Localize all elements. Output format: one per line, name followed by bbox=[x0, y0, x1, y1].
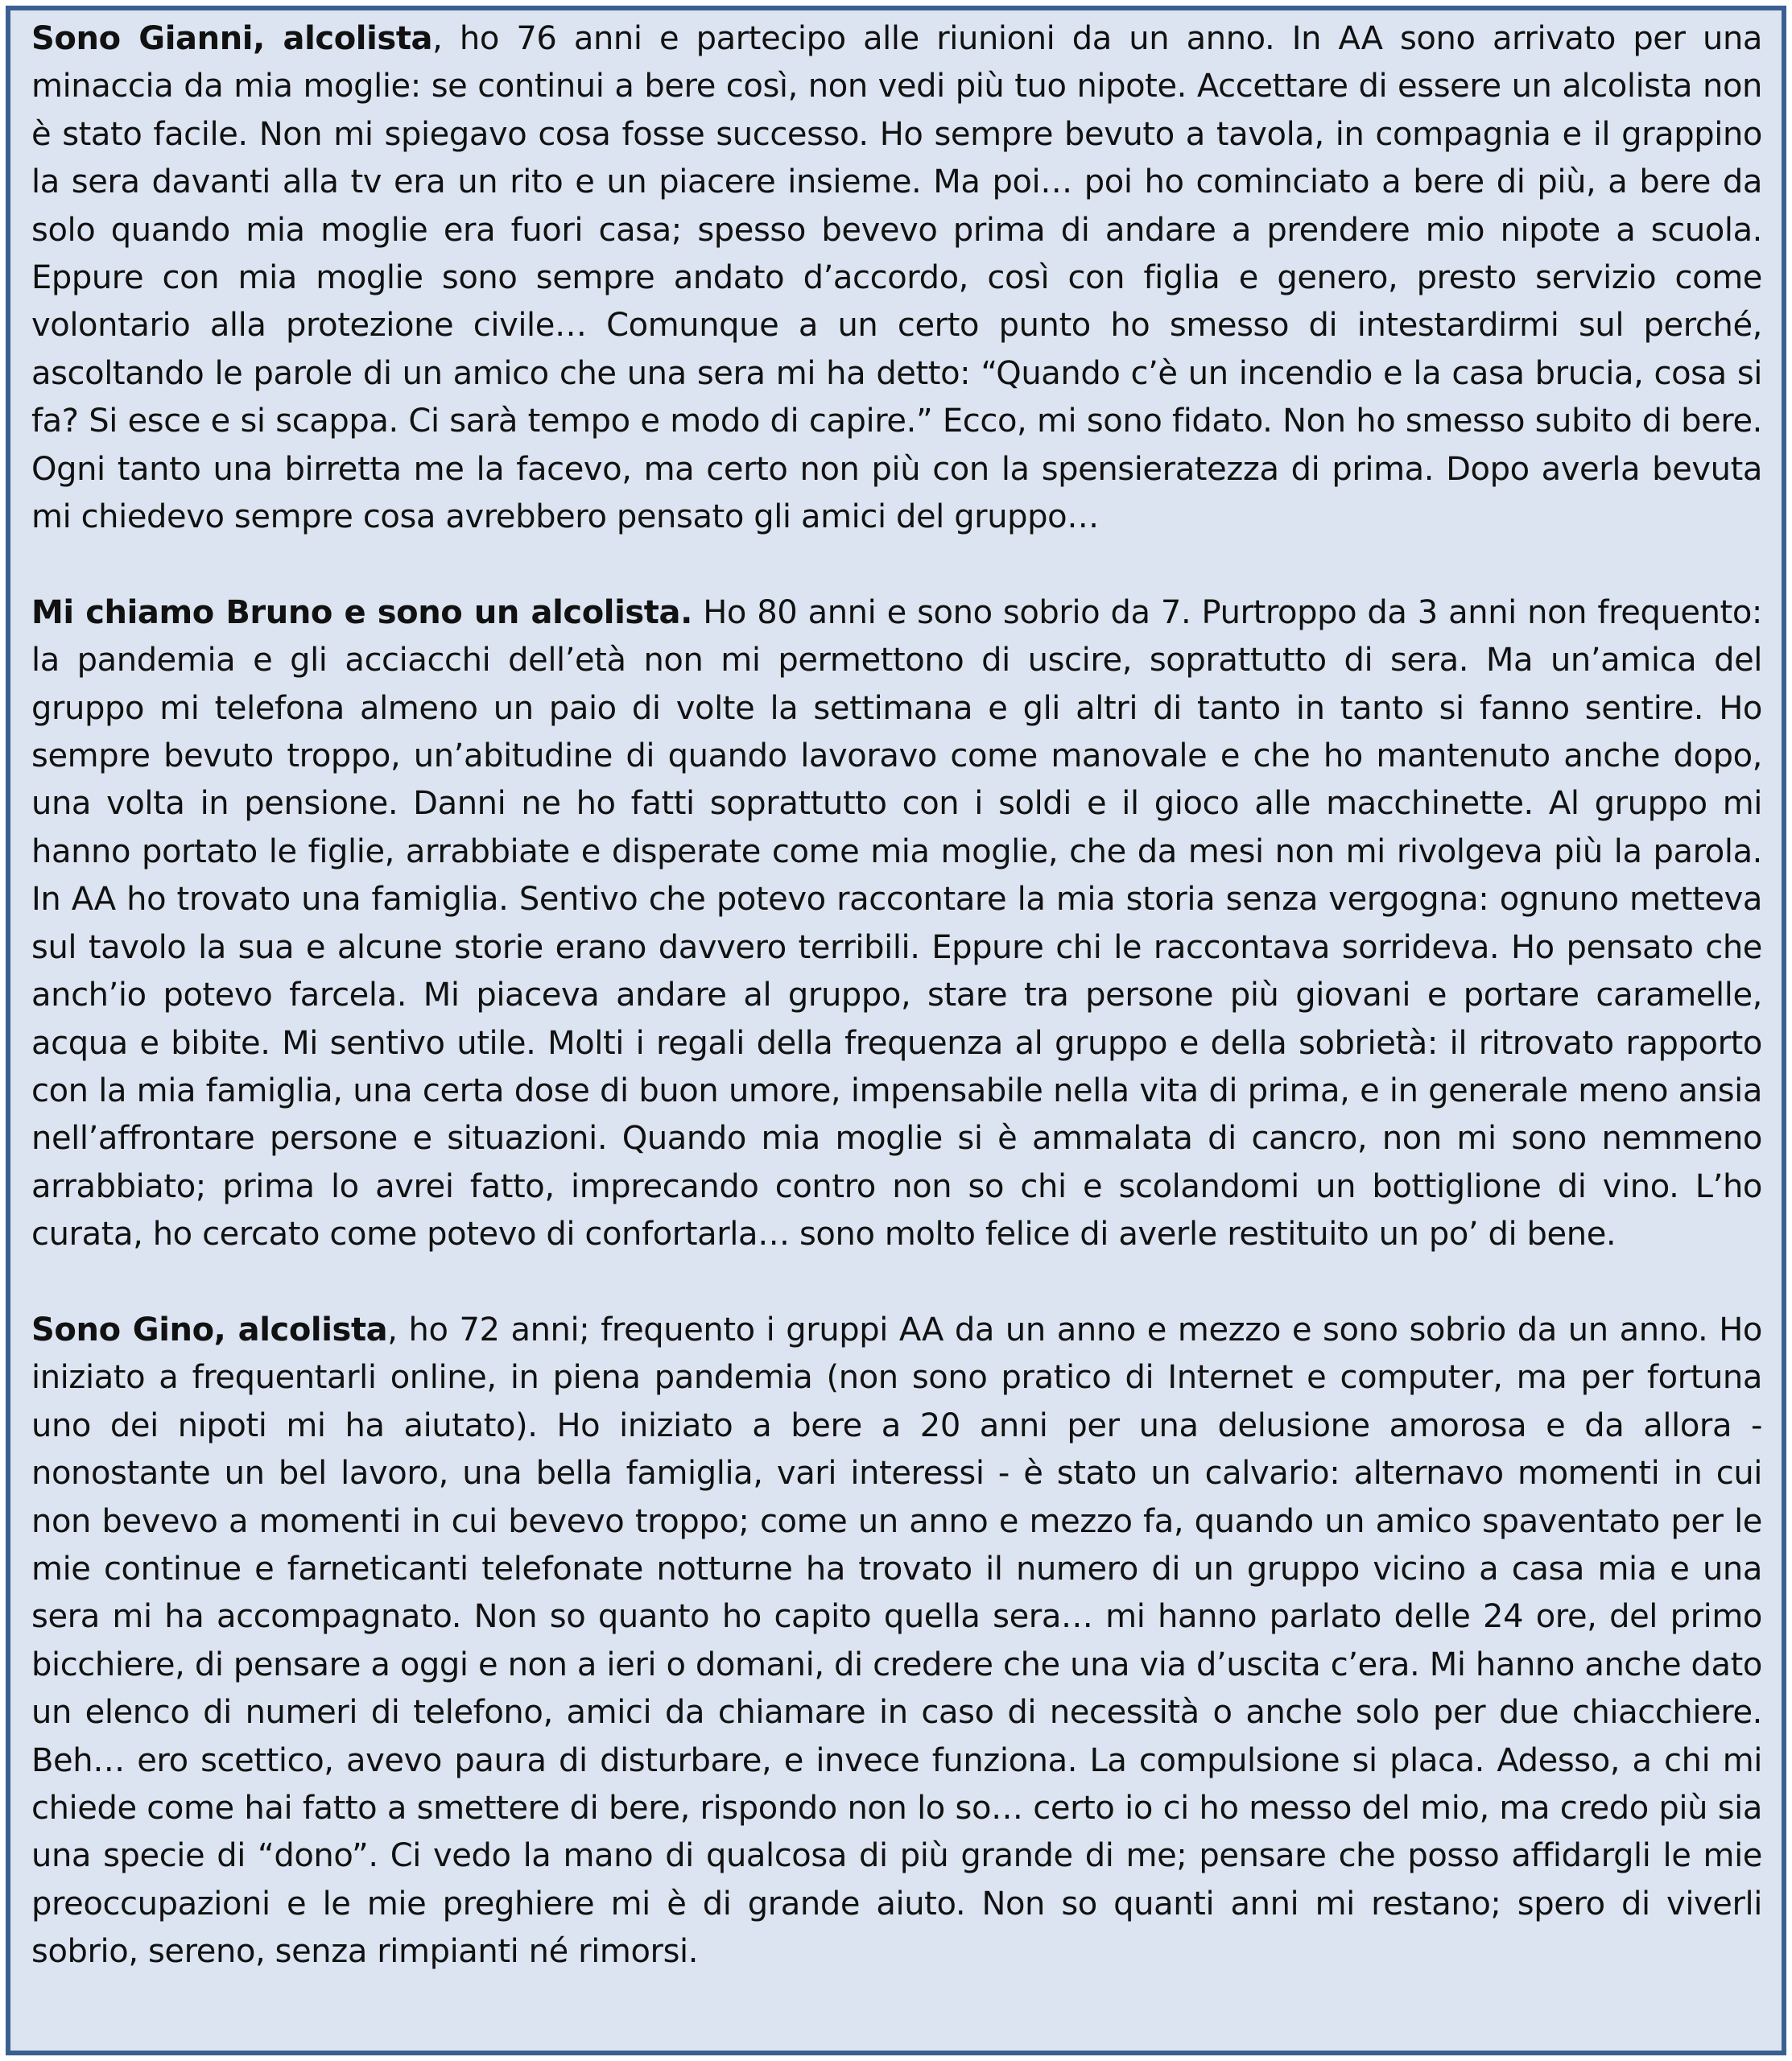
testimony-body: , ho 72 anni; frequento i gruppi AA da un anno e mezzo e sono sobrio da un anno. Ho iniziato a frequentarli online, in piena pandemia (non sono pratico di Internet e computer, ma per fortuna uno dei nipoti mi ha aiutato). Ho iniziato a bere a 20 anni per una delusione amorosa e da allora - nonostante un bel lavoro, una bella famiglia, vari interessi - è stato un calvario: alternavo momenti in cui non bevevo a momenti in cui bevevo troppo; come un anno e mezzo fa, quando un amico spaventato per le mie continue e farneticanti telefonate notturne ha trovato il numero di un gruppo vicino a casa mia e una sera mi ha accompagnato. Non so quanto ho capito quella sera… mi hanno parlato delle 24 ore, del primo bicchiere, di pensare a oggi e non a ieri o domani, di credere che una via d’uscita c’era. Mi hanno anche dato un elenco di numeri di telefono, amici da chiamare in caso di necessità o anche solo per due chiacchiere. Beh… ero scettico, avevo paura di disturbare, e invece funziona. La compulsione si placa. Adesso, a chi mi chiede come hai fatto a smettere di bere, rispondo non lo so… certo io ci ho messo del mio, ma credo più sia una specie di “dono”. Ci vedo la mano di qualcosa di più grande di me; pensare che posso affidargli le mie preoccupazioni e le mie preghiere mi è di grande aiuto. Non so quanti anni mi restano; spero di viverli sobrio, sereno, senza rimpianti né rimorsi. bbox=[31, 1311, 1762, 1971]
testimony-gianni bbox=[31, 15, 1762, 541]
testimony-body: , ho 76 anni e partecipo alle riunioni da un anno. In AA sono arrivato per una minaccia da mia moglie: se continui a bere così, non vedi più tuo nipote. Accettare di essere un alcolista non è stato facile. Non mi spiegavo cosa fosse successo. Ho sempre bevuto a tavola, in compagnia e il grappino la sera davanti alla tv era un rito e un piacere insieme. Ma poi… poi ho cominciato a bere di più, a bere da solo quando mia moglie era fuori casa; spesso bevevo prima di andare a prendere mio nipote a scuola. Eppure con mia moglie sono sempre andato d’accordo, così con figlia e genero, presto servizio come volontario alla protezione civile… Comunque a un certo punto ho smesso di intestardirmi sul perché, ascoltando le parole di un amico che una sera mi ha detto: “Quando c’è un incendio e la casa brucia, cosa si fa? Si esce e si scappa. Ci sarà tempo e modo di capire.” Ecco, mi sono fidato. Non ho smesso subito di bere. Ogni tanto una birretta me la facevo, ma certo non più con la spensieratezza di prima. Dopo averla bevuta mi chiedevo sempre cosa avrebbero pensato gli amici del gruppo… bbox=[31, 20, 1763, 536]
testimony-bruno bbox=[31, 589, 1762, 1259]
testimony-body: Ho 80 anni e sono sobrio da 7. Purtroppo da 3 anni non frequento: la pandemia e gli acciacchi dell’età non mi permettono di uscire, soprattutto di sera. Ma un’amica del gruppo mi telefona almeno un paio di volte la settimana e gli altri di tanto in tanto si fanno sentire. Ho sempre bevuto troppo, un’abitudine di quando lavoravo come manovale e che ho mantenuto anche dopo, una volta in pensione. Danni ne ho fatti soprattutto con i soldi e il gioco alle macchinette. Al gruppo mi hanno portato le figlie, arrabbiate e disperate come mia moglie, che da mesi non mi rivolgeva più la parola. In AA ho trovato una famiglia. Sentivo che potevo raccontare la mia storia senza vergogna: ognuno metteva sul tavolo la sua e alcune storie erano davvero terribili. Eppure chi le raccontava sorrideva. Ho pensato che anch’io potevo farcela. Mi piaceva andare al gruppo, stare tra persone più giovani e portare caramelle, acqua e bibite. Mi sentivo utile. Molti i regali della frequenza al gruppo e della sobrietà: il ritrovato rapporto con la mia famiglia, una certa dose di buon umore, impensabile nella vita di prima, e in generale meno ansia nell’affrontare persone e situazioni. Quando mia moglie si è ammalata di cancro, non mi sono nemmeno arrabbiato; prima lo avrei fatto, imprecando contro non so chi e scolandomi un bottiglione di vino. L’ho curata, ho cercato come potevo di confortarla… sono molto felice di averle restituito un po’ di bene. bbox=[31, 593, 1762, 1254]
testimonies-box bbox=[6, 6, 1786, 2055]
testimony-lead: Sono Gianni, alcolista bbox=[31, 20, 433, 57]
testimony-lead: Mi chiamo Bruno e sono un alcolista. bbox=[31, 593, 692, 631]
testimony-gino bbox=[31, 1307, 1762, 1976]
testimony-lead: Sono Gino, alcolista bbox=[31, 1311, 388, 1349]
